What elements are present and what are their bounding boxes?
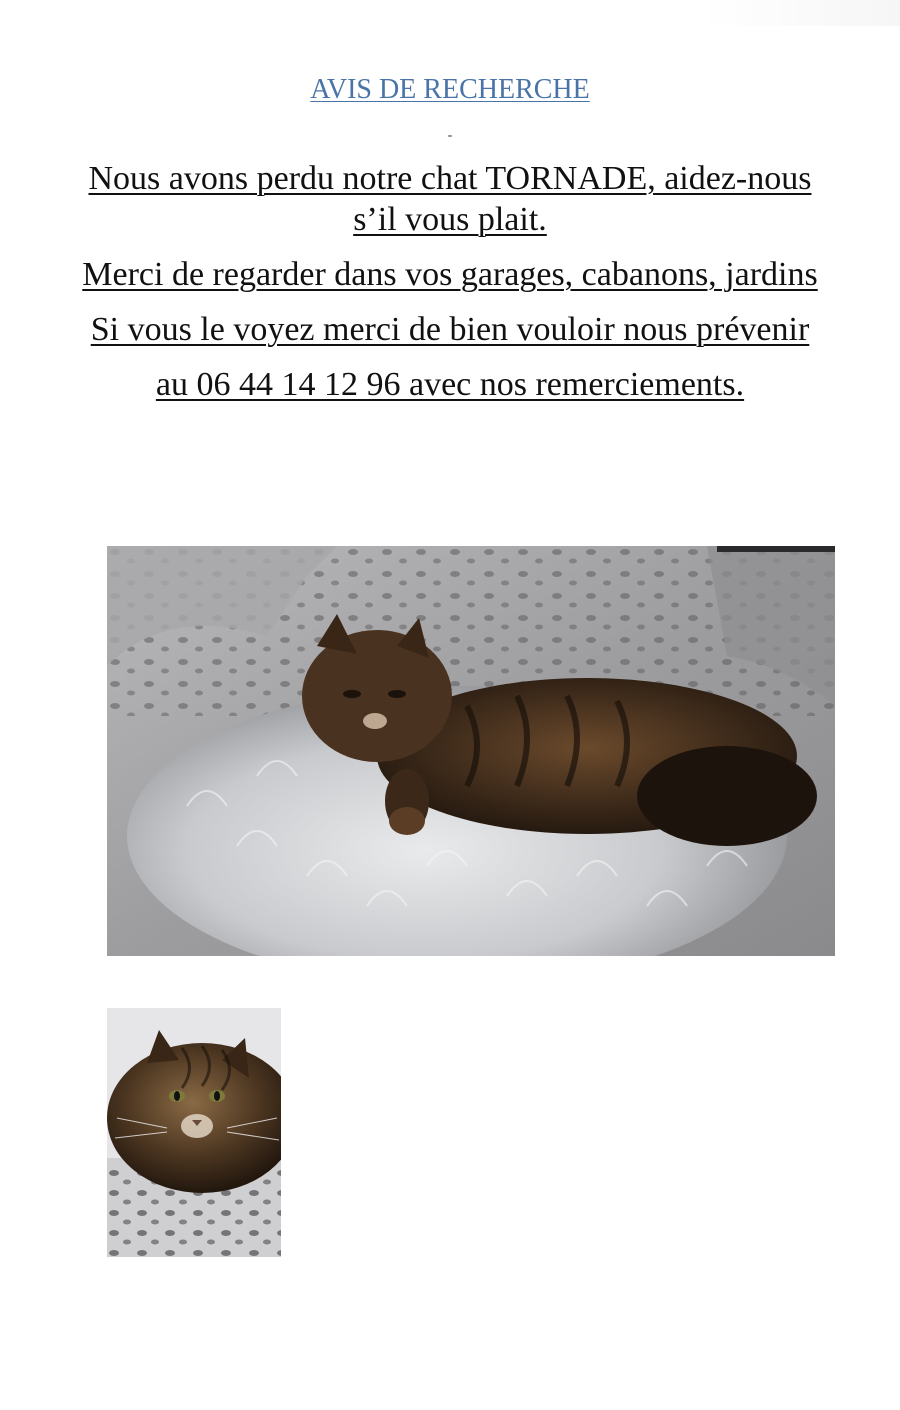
cat-lying-photo: [107, 546, 835, 956]
message-please-notify: Si vous le voyez merci de bien vouloir nous prévenir: [90, 311, 810, 348]
cat-portrait-illustration: [107, 1008, 281, 1257]
cat-on-blanket-illustration: [107, 546, 835, 956]
scan-corner-shadow: [700, 0, 900, 26]
poster-message: [80, 158, 820, 419]
title-separator: -: [447, 128, 453, 143]
message-lost-cat: Nous avons perdu notre chat TORNADE, aidez-nous s’il vous plait.: [88, 160, 812, 238]
poster-title: AVIS DE RECHERCHE: [310, 74, 590, 105]
message-phone-contact: au 06 44 14 12 96 avec nos remerciements.: [155, 366, 745, 403]
message-check-garages: Merci de regarder dans vos garages, cabanons, jardins: [82, 256, 818, 293]
cat-portrait-photo: [107, 1008, 281, 1257]
